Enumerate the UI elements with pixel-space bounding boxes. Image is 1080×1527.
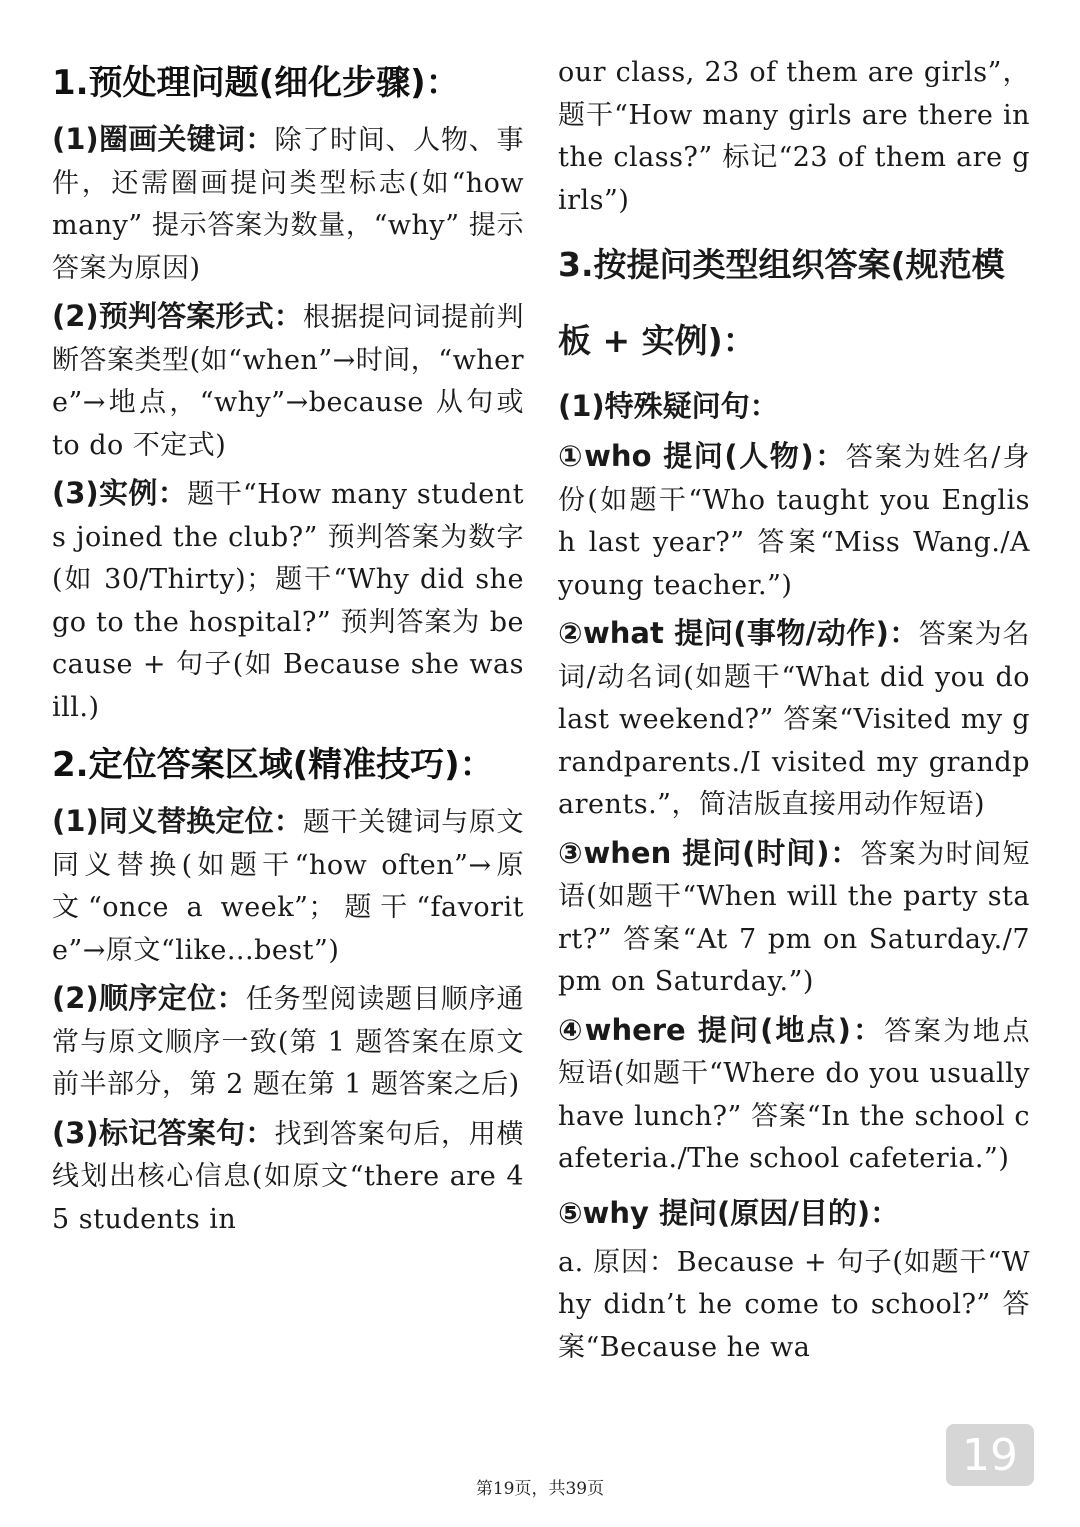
where-label: ④where 提问(地点)： [558,1012,885,1047]
step-2-label: (2)预判答案形式： [52,299,303,333]
locate-2-text: 任务型阅读题目顺序通常与原文顺序一致(第 1 题答案在原文前半部分，第 2 题在第 1 题答案之后) [52,984,524,1100]
special-questions-heading: (1)特殊疑问句： [558,389,779,423]
who-label: ①who 提问(人物)： [558,439,846,473]
locate-3-paragraph [52,1112,524,1242]
locate-1-paragraph [52,800,524,972]
section-1-heading: 1.预处理问题(细化步骤)： [52,63,460,103]
what-text: 答案为名词/动名词(如题干“What did you do last weekend?” 答案“Visited my grandparents./I visited my grandparents.”，简洁版直接用动作短语) [558,619,1030,820]
step-2-paragraph [52,295,524,467]
what-paragraph [558,612,1030,827]
step-1-text: 除了时间、人物、事件，还需圈画提问类型标志(如“how many” 提示答案为数量，“why” 提示答案为原因) [52,125,525,284]
step-3-text: 题干“How many students joined the club?” 预判答案为数字(如 30/Thirty)；题干“Why did she go to the hospital?” 预判答案为 because + 句子(如 Because she was ill.) [52,479,524,723]
who-text: 答案为姓名/身份(如题干“Who taught you English last year?” 答案“Miss Wang./A young teacher.”) [558,442,1030,601]
left-column [52,52,524,1246]
locate-3-label: (3)标记答案句： [52,1115,275,1150]
step-2-text: 根据提问词提前判断答案类型(如“when”→时间，“where”→地点，“why”→because 从句或 to do 不定式) [52,302,525,461]
step-1-label: (1)圈画关键词： [52,122,275,156]
step-1-paragraph [52,118,524,290]
when-text: 答案为时间短语(如题干“When will the party start?” 答案“At 7 pm on Saturday./7 pm on Saturday.”) [558,838,1030,997]
section-3-heading: 3.按提问类型组织答案(规范模板 + 实例)： [558,245,1005,360]
locate-1-text: 题干关键词与原文同义替换(如题干“how often”→原文“once a week”；题干“favorite”→原文“like...best”) [52,807,525,966]
locate-2-paragraph [52,977,524,1107]
section-2-heading: 2.定位答案区域(精准技巧)： [52,745,494,785]
locate-3-text: 找到答案句后，用横线划出核心信息(如原文“there are 45 students in [52,1118,525,1235]
when-paragraph [558,832,1030,1004]
right-column [558,52,1030,1374]
locate-2-label: (2)顺序定位： [52,981,246,1015]
where-paragraph [558,1009,1030,1181]
step-3-paragraph [52,472,524,729]
when-label: ③when 提问(时间)： [558,835,861,870]
continued-paragraph: our class, 23 of them are girls”，题干“How many girls are there in the class?” 标记“23 of them are girls”) [558,57,1030,216]
why-paragraph: a. 原因：Because + 句子(如题干“Why didn’t he come to school?” 答案“Because he wa [558,1246,1030,1363]
page-number-badge: 19 [946,1424,1034,1486]
who-paragraph [558,435,1030,607]
what-label: ②what 提问(事物/动作)： [558,616,919,650]
step-3-label: (3)实例： [52,476,188,510]
why-heading: ⑤why 提问(原因/目的)： [558,1195,900,1230]
locate-1-label: (1)同义替换定位： [52,804,303,838]
page-footer: 第19页，共39页 [475,1479,605,1499]
where-text: 答案为地点短语(如题干“Where do you usually have lunch?” 答案“In the school cafeteria./The school cafeteria.”) [558,1015,1030,1174]
